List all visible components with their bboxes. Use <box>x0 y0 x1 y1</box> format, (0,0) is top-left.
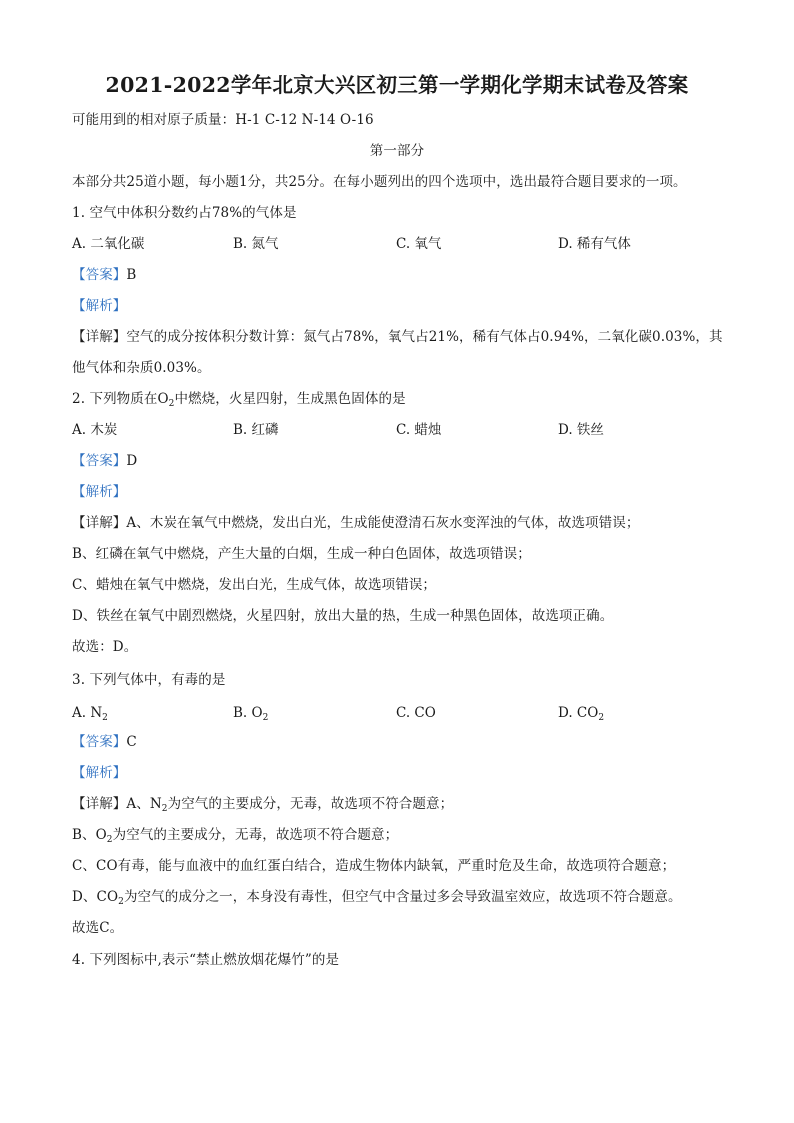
answer-label: 【答案】 <box>72 734 127 750</box>
q3-detail-2-subscript: 2 <box>106 835 113 845</box>
q3-answer <box>72 732 137 752</box>
q3-detail-4-pre: D、CO <box>72 889 119 905</box>
detail-label: 【详解】 <box>72 329 127 345</box>
q3-detail-1-pre: A、N <box>126 796 162 812</box>
q3-option-d-subscript: 2 <box>598 713 605 723</box>
q3-option-a-text: A. N <box>72 705 103 721</box>
q3-detail-2-post: 为空气的主要成分，无毒，故选项不符合题意； <box>112 827 399 843</box>
q3-option-b-text: B. O <box>233 705 263 721</box>
q3-answer-value: C <box>126 734 137 750</box>
q2-conclusion: 故选：D。 <box>72 639 138 655</box>
q2-detail-line-3: C、蜡烛在氧气中燃烧，发出白光，生成气体，故选项错误； <box>72 577 437 593</box>
q2-option-d: D. 铁丝 <box>558 422 604 438</box>
q1-analysis-label: 【解析】 <box>72 298 127 314</box>
q1-option-c: C. 氧气 <box>396 236 442 252</box>
q3-detail-line-2 <box>72 825 398 845</box>
q3-detail-1-post: 为空气的主要成分，无毒，故选项不符合题意； <box>167 796 454 812</box>
answer-label: 【答案】 <box>72 267 127 283</box>
q3-option-d <box>558 703 604 723</box>
q1-answer-value: B <box>126 267 137 283</box>
q3-conclusion: 故选C。 <box>72 920 124 936</box>
q3-option-a-subscript: 2 <box>102 713 108 723</box>
q2-detail-text-1: A、木炭在氧气中燃烧，发出白光，生成能使澄清石灰水变浑浊的气体，故选项错误； <box>126 515 640 531</box>
q1-detail-line-2: 他气体和杂质0.03%。 <box>72 360 211 376</box>
q3-option-d-text: D. CO <box>558 705 599 721</box>
document-title: 2021-2022学年北京大兴区初三第一学期化学期末试卷及答案 <box>105 73 689 97</box>
q2-stem-subscript: 2 <box>168 399 175 409</box>
answer-label: 【答案】 <box>72 453 127 469</box>
q2-option-a: A. 木炭 <box>72 422 118 438</box>
q3-option-b-subscript: 2 <box>262 713 269 723</box>
q2-detail-line-2: B、红磷在氧气中燃烧，产生大量的白烟，生成一种白色固体，故选项错误； <box>72 546 531 562</box>
q1-option-d: D. 稀有气体 <box>558 236 631 252</box>
q1-option-a: A. 二氧化碳 <box>72 236 145 252</box>
q3-detail-line-1 <box>72 794 453 814</box>
q3-option-b <box>233 703 268 723</box>
q1-option-b: B. 氮气 <box>233 236 279 252</box>
q2-option-c: C. 蜡烛 <box>396 422 442 438</box>
q3-detail-line-3: C、CO有毒，能与血液中的血红蛋白结合，造成生物体内缺氧，严重时危及生命，故选项符合题意； <box>72 858 676 874</box>
q1-answer <box>72 265 136 285</box>
q1-detail-line-1 <box>72 327 723 347</box>
q1-detail-text-1: 空气的成分按体积分数计算：氮气占78%，氧气占21%，稀有气体占0.94%，二氧化碳0.03%，其 <box>126 329 723 345</box>
q2-stem <box>72 389 406 409</box>
q3-stem: 3. 下列气体中，有毒的是 <box>72 672 226 688</box>
q3-analysis-label: 【解析】 <box>72 765 127 781</box>
q2-option-b: B. 红磷 <box>233 422 279 438</box>
detail-label: 【详解】 <box>72 515 127 531</box>
section-intro: 本部分共25道小题，每小题1分，共25分。在每小题列出的四个选项中，选出最符合题目要求的一项。 <box>72 174 687 190</box>
q3-option-a <box>72 703 108 723</box>
q3-detail-4-subscript: 2 <box>118 897 124 907</box>
q2-answer-value: D <box>126 453 138 469</box>
q3-detail-line-4 <box>72 887 682 907</box>
q1-stem: 1. 空气中体积分数约占78%的气体是 <box>72 205 297 221</box>
q2-stem-post: 中燃烧，火星四射，生成黑色固体的是 <box>174 391 406 407</box>
q3-detail-4-post: 为空气的成分之一，本身没有毒性，但空气中含量过多会导致温室效应，故选项不符合题意。 <box>123 889 682 905</box>
q2-detail-line-4: D、铁丝在氧气中剧烈燃烧，火星四射，放出大量的热，生成一种黑色固体，故选项正确。 <box>72 608 614 624</box>
section-title: 第一部分 <box>369 143 425 159</box>
q2-detail-line-1 <box>72 513 639 533</box>
atomic-masses-note: 可能用到的相对原子质量：H-1 C-12 N-14 O-16 <box>72 112 374 128</box>
q3-option-c: C. CO <box>396 705 436 721</box>
q2-analysis-label: 【解析】 <box>72 484 127 500</box>
q2-answer <box>72 451 137 471</box>
q2-stem-pre: 2. 下列物质在O <box>72 391 169 407</box>
q3-detail-1-subscript: 2 <box>161 804 168 814</box>
q4-stem: 4. 下列图标中,表示“禁止燃放烟花爆竹”的是 <box>72 952 340 968</box>
q3-detail-2-pre: B、O <box>72 827 107 843</box>
detail-label: 【详解】 <box>72 796 127 812</box>
